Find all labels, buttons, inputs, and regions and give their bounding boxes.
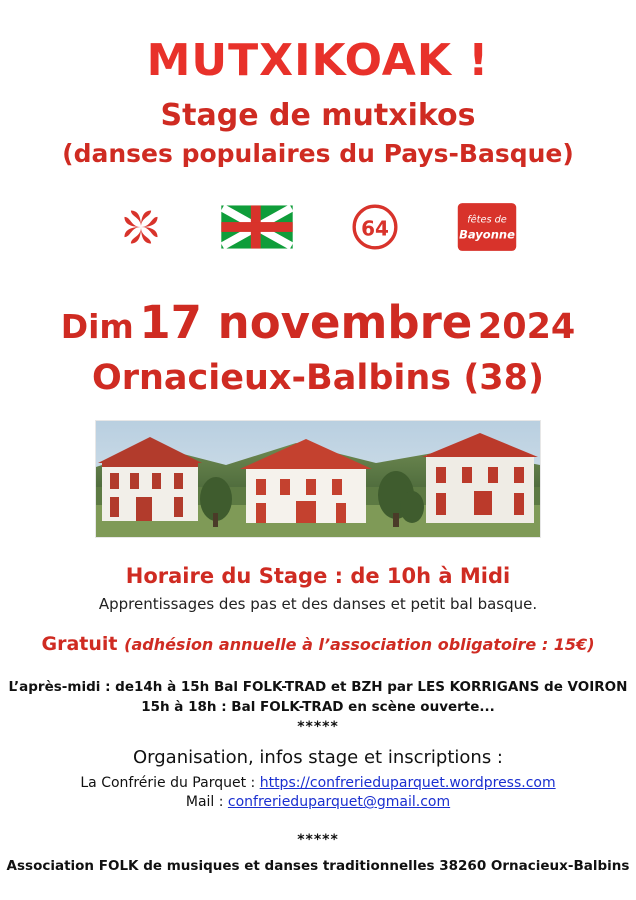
fetes-de-bayonne-icon bbox=[456, 199, 518, 255]
logo-row bbox=[0, 196, 636, 258]
svg-text:64: 64 bbox=[361, 216, 389, 241]
ikurrina-basque-flag-icon bbox=[220, 199, 294, 255]
mail-label: Mail : bbox=[185, 794, 228, 811]
organisation-website-link[interactable]: https://confrerieduparquet.wordpress.com bbox=[259, 775, 556, 792]
organisation-title: Organisation, infos stage et inscriptions : bbox=[132, 747, 503, 769]
afternoon-line-1: L’après-midi : de14h à 15h Bal FOLK-TRAD et BZH par LES KORRIGANS de VOIRON bbox=[8, 678, 628, 695]
afternoon-line-2: 15h à 18h : Bal FOLK-TRAD en scène ouverte... bbox=[141, 698, 495, 715]
lauburu-basque-cross-icon bbox=[118, 199, 164, 255]
departement-64-icon bbox=[350, 199, 400, 255]
subtitle: Stage de mutxikos bbox=[160, 98, 476, 134]
organisation-mail-link[interactable]: confrerieduparquet@gmail.com bbox=[227, 794, 451, 811]
price-note: (adhésion annuelle à l’association obligatoire : 15€) bbox=[124, 634, 595, 654]
subtitle-secondary: (danses populaires du Pays-Basque) bbox=[62, 139, 574, 169]
association-footer: Association FOLK de musiques et danses traditionnelles 38260 Ornacieux-Balbins bbox=[6, 858, 630, 875]
schedule-detail: Apprentissages des pas et des danses et petit bal basque. bbox=[98, 594, 538, 613]
basque-houses-photo bbox=[95, 420, 541, 538]
svg-text:fêtes de: fêtes de bbox=[467, 214, 507, 226]
date-day-prefix: Dim bbox=[60, 307, 134, 347]
separator-1: ***** bbox=[297, 719, 339, 736]
schedule-title: Horaire du Stage : de 10h à Midi bbox=[125, 563, 511, 588]
price-info bbox=[0, 633, 636, 655]
separator-2: ***** bbox=[297, 832, 339, 849]
event-date bbox=[0, 298, 636, 348]
organisation-website-line bbox=[0, 775, 636, 791]
organisation-name: La Confrérie du Parquet : bbox=[80, 775, 260, 792]
organisation-mail-line bbox=[0, 794, 636, 810]
afternoon-program bbox=[0, 677, 636, 718]
date-year: 2024 bbox=[477, 307, 576, 348]
event-place: Ornacieux-Balbins (38) bbox=[91, 357, 545, 398]
price-label: Gratuit bbox=[41, 632, 118, 655]
date-day-month: 17 novembre bbox=[139, 296, 473, 350]
svg-text:Bayonne: Bayonne bbox=[459, 227, 515, 242]
page-title: MUTXIKOAK ! bbox=[146, 35, 490, 86]
